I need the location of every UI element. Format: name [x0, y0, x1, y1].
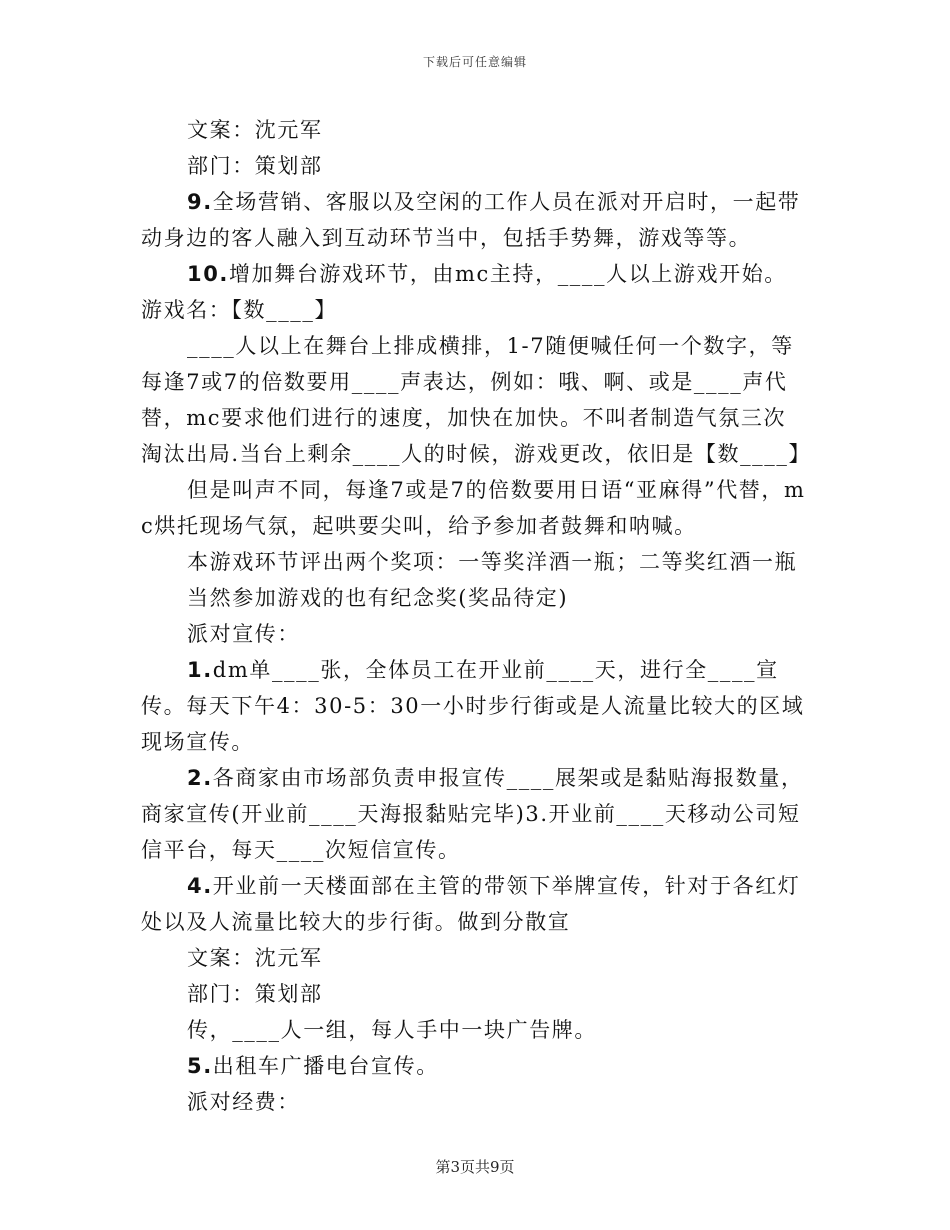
paragraph: 1.dm单____张，全体员工在开业前____天，进行全____宣传。每天下午4：30-5：30一小时步行街或是人流量比较大的区域现场宣传。: [141, 658, 805, 754]
page-header: 下载后可任意编辑: [422, 55, 527, 69]
paragraph: 文案：沈元军: [187, 946, 323, 970]
document-body: [141, 112, 812, 1120]
paragraph: ____人以上在舞台上排成横排，1-7随便喊任何一个数字，等每逢7或7的倍数要用____声表达，例如：哦、啊、或是____声代替，mc要求他们进行的速度，加快在加快。不叫者制造气氛三次淘汰出局.当台上剩余____人的时候，游戏更改，依旧是【数____】: [141, 334, 812, 466]
paragraph: 文案：沈元军: [187, 118, 323, 142]
paragraph: 当然参加游戏的也有纪念奖(奖品待定): [187, 586, 569, 610]
paragraph: 本游戏环节评出两个奖项：一等奖洋酒一瓶；二等奖红酒一瓶: [187, 550, 798, 574]
paragraph: 但是叫声不同，每逢7或是7的倍数要用日语“亚麻得”代替，mc烘托现场气氛，起哄要尖叫，给予参加者鼓舞和呐喊。: [141, 478, 806, 538]
page-number: 第3页共9页: [435, 1158, 515, 1176]
paragraph: 5.出租车广播电台宣传。: [187, 1054, 439, 1078]
paragraph: 10.增加舞台游戏环节，由mc主持，____人以上游戏开始。游戏名：【数____】: [141, 262, 787, 322]
paragraph: 9.全场营销、客服以及空闲的工作人员在派对开启时，一起带动身边的客人融入到互动环节当中，包括手势舞，游戏等等。: [141, 190, 801, 250]
paragraph: 部门：策划部: [187, 982, 323, 1006]
paragraph: 4.开业前一天楼面部在主管的带领下举牌宣传，针对于各红灯处以及人流量比较大的步行街。做到分散宣: [141, 874, 801, 934]
paragraph: 派对经费：: [187, 1090, 300, 1114]
paragraph: 传，____人一组，每人手中一块广告牌。: [187, 1018, 597, 1042]
paragraph: 部门：策划部: [187, 154, 323, 178]
paragraph: 2.各商家由市场部负责申报宣传____展架或是黏贴海报数量，商家宣传(开业前____天海报黏贴完毕)3.开业前____天移动公司短信平台，每天____次短信宣传。: [141, 766, 804, 862]
paragraph: 派对宣传：: [187, 622, 300, 646]
